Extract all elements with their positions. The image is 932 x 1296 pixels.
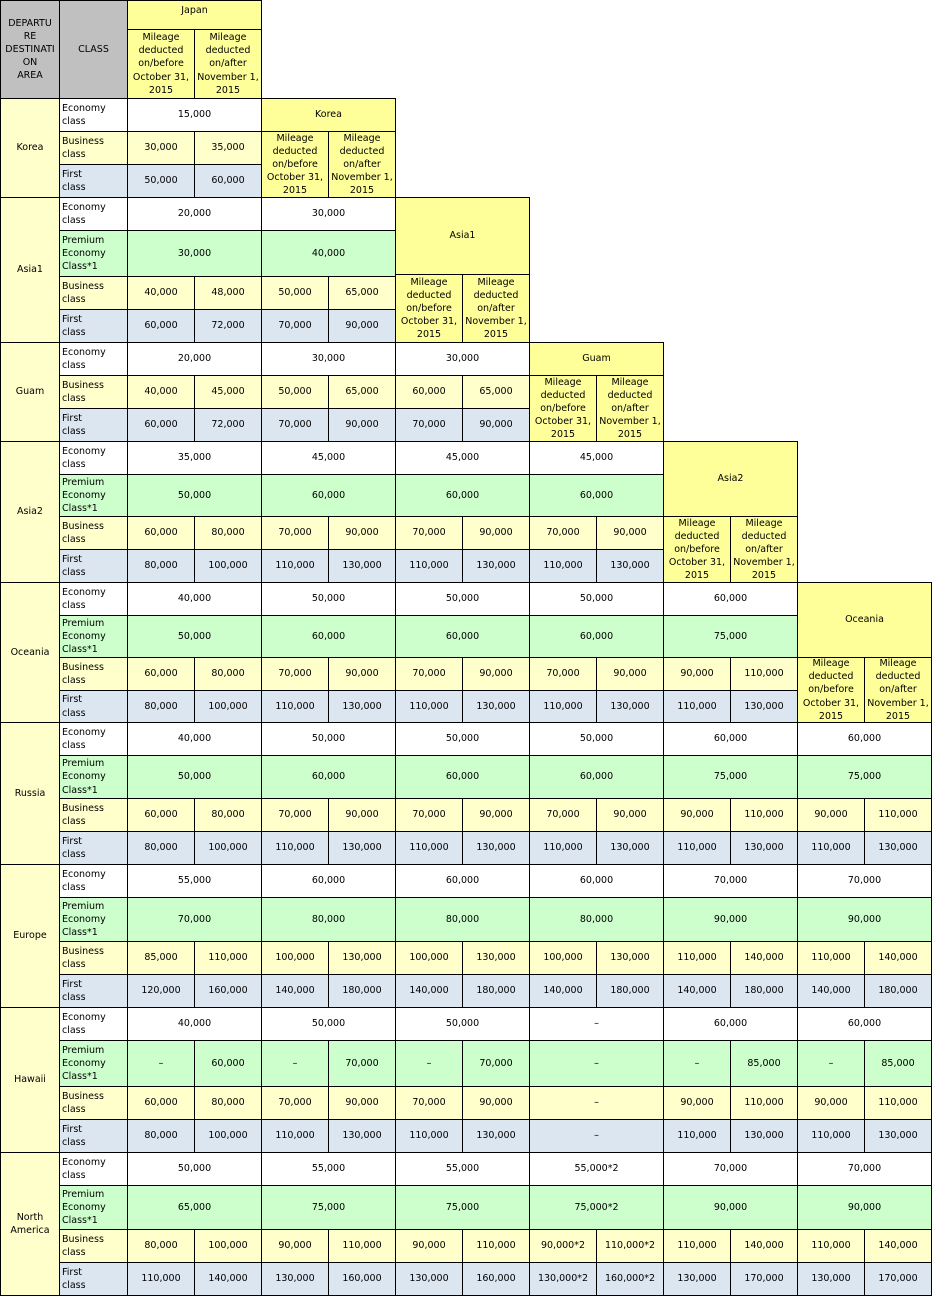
- mileage-value: 40,000: [127, 1007, 262, 1041]
- mileage-value: 55,000*2: [529, 1152, 664, 1186]
- mileage-value-before: –: [261, 1040, 329, 1087]
- mileage-value-before: 110,000: [663, 1229, 731, 1263]
- mileage-value-after: 140,000: [194, 1262, 262, 1296]
- mileage-value: 50,000: [529, 582, 664, 616]
- mileage-value-before: 60,000: [127, 516, 195, 550]
- mileage-value-after: 35,000: [194, 131, 262, 165]
- mileage-value: 50,000: [261, 1007, 396, 1041]
- mileage-before-header: Mileage deducted on/before October 31, 2015: [797, 657, 865, 723]
- mileage-value: 60,000: [395, 864, 530, 898]
- mileage-value-before: 130,000: [261, 1262, 329, 1296]
- mileage-value-before: 90,000: [395, 1229, 463, 1263]
- class-header: CLASS: [59, 0, 128, 99]
- mileage-value-before: 70,000: [529, 798, 597, 832]
- mileage-value: 40,000: [261, 230, 396, 277]
- mileage-value-after: 90,000: [462, 1086, 530, 1120]
- mileage-value-after: 90,000: [328, 516, 396, 550]
- mileage-value: 90,000: [797, 1185, 932, 1230]
- mileage-after-header: Mileage deducted on/after November 1, 2015: [328, 131, 396, 198]
- mileage-value: 75,000*2: [529, 1185, 664, 1230]
- column-title: Asia1: [395, 197, 530, 275]
- mileage-value-after: 65,000: [328, 276, 396, 310]
- mileage-value-before: 100,000: [261, 941, 329, 975]
- mileage-value-before: 70,000: [261, 309, 329, 343]
- mileage-value: 60,000: [529, 615, 664, 658]
- class-label: Premium Economy Class*1: [59, 474, 128, 517]
- class-label: Business class: [59, 657, 128, 691]
- mileage-value-after: 90,000: [328, 1086, 396, 1120]
- class-label: First class: [59, 974, 128, 1008]
- mileage-value-before: 30,000: [127, 131, 195, 165]
- mileage-value: 60,000: [529, 474, 664, 517]
- class-label: First class: [59, 690, 128, 723]
- mileage-value-after: 100,000: [194, 1229, 262, 1263]
- mileage-value-before: –: [395, 1040, 463, 1087]
- mileage-value: 80,000: [529, 897, 664, 942]
- mileage-value-after: 110,000: [730, 1086, 798, 1120]
- class-label: First class: [59, 164, 128, 198]
- class-label: Business class: [59, 516, 128, 550]
- mileage-value-after: 80,000: [194, 798, 262, 832]
- mileage-value-before: 80,000: [127, 549, 195, 583]
- mileage-value: 80,000: [261, 897, 396, 942]
- mileage-value-before: 70,000: [395, 657, 463, 691]
- mileage-value: 90,000: [663, 897, 798, 942]
- mileage-value-after: 180,000: [462, 974, 530, 1008]
- mileage-value: 50,000: [395, 1007, 530, 1041]
- area-label: Hawaii: [0, 1007, 60, 1153]
- mileage-value: 70,000: [663, 1152, 798, 1186]
- mileage-value: –: [529, 1119, 664, 1153]
- mileage-value-before: 140,000: [395, 974, 463, 1008]
- mileage-value: 50,000: [127, 755, 262, 799]
- mileage-value-after: 130,000: [730, 1119, 798, 1153]
- mileage-value: 60,000: [261, 755, 396, 799]
- class-label: First class: [59, 408, 128, 442]
- mileage-value-before: 40,000: [127, 375, 195, 409]
- mileage-after-header: Mileage deducted on/after November 1, 2015: [596, 375, 664, 442]
- mileage-value: 45,000: [261, 441, 396, 475]
- mileage-value-after: 130,000: [864, 831, 932, 865]
- mileage-value-after: 90,000: [328, 408, 396, 442]
- mileage-value-after: 160,000: [462, 1262, 530, 1296]
- mileage-value: 50,000: [261, 722, 396, 756]
- mileage-value-after: 180,000: [328, 974, 396, 1008]
- mileage-value-after: 80,000: [194, 516, 262, 550]
- area-label: Asia2: [0, 441, 60, 583]
- mileage-value-after: 70,000: [328, 1040, 396, 1087]
- class-label: Economy class: [59, 441, 128, 475]
- column-title: Korea: [261, 98, 396, 132]
- area-header: DEPARTU RE DESTINATI ON AREA: [0, 0, 60, 99]
- mileage-after-header: Mileage deducted on/after November 1, 2015: [864, 657, 932, 723]
- mileage-value: 60,000: [663, 582, 798, 616]
- mileage-value: 60,000: [395, 615, 530, 658]
- mileage-before-header: Mileage deducted on/before October 31, 2015: [663, 516, 731, 583]
- mileage-value-after: 90,000: [328, 309, 396, 343]
- mileage-value: 80,000: [395, 897, 530, 942]
- mileage-value: 55,000: [261, 1152, 396, 1186]
- mileage-value-before: 110,000: [663, 831, 731, 865]
- mileage-value-after: 130,000: [462, 690, 530, 723]
- class-label: Economy class: [59, 197, 128, 231]
- area-label: Korea: [0, 98, 60, 198]
- mileage-value-after: 130,000: [328, 690, 396, 723]
- mileage-value: 50,000: [127, 474, 262, 517]
- mileage-value: 15,000: [127, 98, 262, 132]
- mileage-value-after: 100,000: [194, 1119, 262, 1153]
- mileage-value-before: 110,000: [395, 831, 463, 865]
- mileage-value: 75,000: [395, 1185, 530, 1230]
- mileage-value-before: 60,000: [127, 408, 195, 442]
- mileage-value-before: 50,000: [127, 164, 195, 198]
- mileage-before-header: Mileage deducted on/before October 31, 2015: [395, 274, 463, 343]
- class-label: First class: [59, 1119, 128, 1153]
- mileage-value-after: 90,000: [596, 657, 664, 691]
- mileage-value-before: 140,000: [797, 974, 865, 1008]
- mileage-value-after: 130,000: [596, 831, 664, 865]
- mileage-value-after: 110,000*2: [596, 1229, 664, 1263]
- mileage-value-after: 70,000: [462, 1040, 530, 1087]
- class-label: Premium Economy Class*1: [59, 755, 128, 799]
- mileage-value-before: 130,000: [797, 1262, 865, 1296]
- mileage-value: 45,000: [395, 441, 530, 475]
- mileage-value-after: 110,000: [864, 798, 932, 832]
- mileage-value-before: 120,000: [127, 974, 195, 1008]
- mileage-value-before: 80,000: [127, 1119, 195, 1153]
- mileage-value-after: 90,000: [462, 657, 530, 691]
- mileage-value: 90,000: [663, 1185, 798, 1230]
- mileage-value-before: 60,000: [127, 657, 195, 691]
- column-title: Asia2: [663, 441, 798, 517]
- mileage-value: 50,000: [395, 582, 530, 616]
- mileage-value-before: 110,000: [261, 1119, 329, 1153]
- mileage-value-after: 85,000: [864, 1040, 932, 1087]
- area-label: Europe: [0, 864, 60, 1008]
- mileage-value-before: 70,000: [395, 798, 463, 832]
- mileage-value: 70,000: [797, 1152, 932, 1186]
- mileage-value: 30,000: [261, 342, 396, 376]
- mileage-value-after: 110,000: [864, 1086, 932, 1120]
- mileage-value: –: [529, 1086, 664, 1120]
- column-title: Oceania: [797, 582, 932, 658]
- mileage-value-after: 90,000: [328, 657, 396, 691]
- mileage-value-after: 85,000: [730, 1040, 798, 1087]
- mileage-value: 30,000: [395, 342, 530, 376]
- class-label: Premium Economy Class*1: [59, 897, 128, 942]
- mileage-value-before: 110,000: [797, 831, 865, 865]
- mileage-value: 50,000: [127, 615, 262, 658]
- class-label: Economy class: [59, 1007, 128, 1041]
- mileage-value-after: 130,000: [328, 831, 396, 865]
- mileage-value: 60,000: [395, 755, 530, 799]
- mileage-value-before: 90,000: [797, 798, 865, 832]
- mileage-value-before: 110,000: [663, 941, 731, 975]
- class-label: Premium Economy Class*1: [59, 1040, 128, 1087]
- mileage-value: –: [529, 1040, 664, 1087]
- mileage-value: 20,000: [127, 197, 262, 231]
- mileage-value-before: –: [663, 1040, 731, 1087]
- mileage-value-before: 70,000: [261, 798, 329, 832]
- mileage-value-after: 180,000: [864, 974, 932, 1008]
- mileage-value-before: 110,000: [127, 1262, 195, 1296]
- mileage-value-before: 50,000: [261, 276, 329, 310]
- mileage-value: 40,000: [127, 722, 262, 756]
- mileage-value: 75,000: [261, 1185, 396, 1230]
- mileage-value-after: 110,000: [462, 1229, 530, 1263]
- mileage-after-header: Mileage deducted on/after November 1, 2015: [730, 516, 798, 583]
- mileage-value-after: 170,000: [864, 1262, 932, 1296]
- mileage-value-before: 140,000: [261, 974, 329, 1008]
- mileage-value: 30,000: [127, 230, 262, 277]
- mileage-value: 60,000: [261, 615, 396, 658]
- mileage-value-before: 70,000: [261, 408, 329, 442]
- area-label: Guam: [0, 342, 60, 442]
- class-label: First class: [59, 309, 128, 343]
- mileage-value: 60,000: [529, 755, 664, 799]
- mileage-value-before: 50,000: [261, 375, 329, 409]
- class-label: Premium Economy Class*1: [59, 615, 128, 658]
- mileage-value-before: 90,000*2: [529, 1229, 597, 1263]
- mileage-value: 60,000: [663, 722, 798, 756]
- mileage-value-before: 110,000: [797, 1229, 865, 1263]
- mileage-value-after: 110,000: [730, 798, 798, 832]
- mileage-value-after: 140,000: [864, 941, 932, 975]
- mileage-after-header: Mileage deducted on/after November 1, 2015: [194, 29, 262, 99]
- mileage-value: 75,000: [663, 615, 798, 658]
- mileage-value-before: 110,000: [261, 690, 329, 723]
- class-label: First class: [59, 1262, 128, 1296]
- mileage-value-before: 90,000: [663, 657, 731, 691]
- mileage-value: 60,000: [395, 474, 530, 517]
- mileage-value-after: 110,000: [730, 657, 798, 691]
- mileage-value-after: 100,000: [194, 690, 262, 723]
- mileage-value: 60,000: [261, 864, 396, 898]
- class-label: Economy class: [59, 98, 128, 132]
- mileage-value-after: 160,000: [328, 1262, 396, 1296]
- mileage-value-before: 100,000: [395, 941, 463, 975]
- mileage-value-before: 90,000: [797, 1086, 865, 1120]
- mileage-value-before: 130,000*2: [529, 1262, 597, 1296]
- mileage-value-after: 180,000: [596, 974, 664, 1008]
- mileage-value-before: –: [797, 1040, 865, 1087]
- mileage-value-after: 130,000: [462, 941, 530, 975]
- class-label: First class: [59, 831, 128, 865]
- mileage-value-after: 130,000: [730, 690, 798, 723]
- area-label: North America: [0, 1152, 60, 1296]
- mileage-value-after: 65,000: [462, 375, 530, 409]
- mileage-value: 70,000: [127, 897, 262, 942]
- mileage-value-after: 170,000: [730, 1262, 798, 1296]
- mileage-value-before: –: [127, 1040, 195, 1087]
- mileage-value-after: 90,000: [462, 408, 530, 442]
- class-label: Business class: [59, 276, 128, 310]
- mileage-value-before: 70,000: [261, 1086, 329, 1120]
- mileage-value-after: 160,000*2: [596, 1262, 664, 1296]
- mileage-value-after: 100,000: [194, 549, 262, 583]
- mileage-value: 30,000: [261, 197, 396, 231]
- mileage-value-after: 130,000: [596, 690, 664, 723]
- mileage-value-after: 80,000: [194, 1086, 262, 1120]
- mileage-value-after: 130,000: [328, 941, 396, 975]
- mileage-value-after: 90,000: [462, 798, 530, 832]
- mileage-value: –: [529, 1007, 664, 1041]
- mileage-value-before: 130,000: [663, 1262, 731, 1296]
- class-label: Economy class: [59, 1152, 128, 1186]
- mileage-value-before: 110,000: [529, 549, 597, 583]
- mileage-value: 70,000: [797, 864, 932, 898]
- mileage-value: 50,000: [395, 722, 530, 756]
- mileage-value-after: 72,000: [194, 309, 262, 343]
- mileage-value-after: 48,000: [194, 276, 262, 310]
- mileage-value-before: 110,000: [529, 831, 597, 865]
- mileage-value: 50,000: [529, 722, 664, 756]
- mileage-value-before: 100,000: [529, 941, 597, 975]
- mileage-value-before: 90,000: [261, 1229, 329, 1263]
- mileage-value: 65,000: [127, 1185, 262, 1230]
- mileage-value: 90,000: [797, 897, 932, 942]
- mileage-value-after: 130,000: [462, 831, 530, 865]
- mileage-value-before: 90,000: [663, 798, 731, 832]
- mileage-value-after: 90,000: [596, 798, 664, 832]
- mileage-before-header: Mileage deducted on/before October 31, 2015: [127, 29, 195, 99]
- mileage-value-before: 70,000: [395, 408, 463, 442]
- mileage-value-before: 90,000: [663, 1086, 731, 1120]
- area-label: Russia: [0, 722, 60, 865]
- mileage-value-before: 110,000: [261, 831, 329, 865]
- mileage-value: 60,000: [261, 474, 396, 517]
- mileage-value: 45,000: [529, 441, 664, 475]
- column-title: Japan: [127, 0, 262, 30]
- mileage-value-before: 80,000: [127, 831, 195, 865]
- mileage-value-before: 40,000: [127, 276, 195, 310]
- mileage-value-before: 80,000: [127, 690, 195, 723]
- class-label: Business class: [59, 1086, 128, 1120]
- mileage-value-after: 130,000: [596, 941, 664, 975]
- mileage-value-before: 110,000: [797, 1119, 865, 1153]
- mileage-value: 20,000: [127, 342, 262, 376]
- mileage-after-header: Mileage deducted on/after November 1, 2015: [462, 274, 530, 343]
- class-label: Business class: [59, 375, 128, 409]
- mileage-value: 75,000: [797, 755, 932, 799]
- mileage-value: 50,000: [261, 582, 396, 616]
- mileage-value-before: 60,000: [395, 375, 463, 409]
- mileage-value: 70,000: [663, 864, 798, 898]
- mileage-value-after: 140,000: [730, 1229, 798, 1263]
- mileage-value: 60,000: [797, 722, 932, 756]
- mileage-value-before: 140,000: [663, 974, 731, 1008]
- class-label: Economy class: [59, 582, 128, 616]
- mileage-value-after: 90,000: [328, 798, 396, 832]
- mileage-value-before: 60,000: [127, 1086, 195, 1120]
- mileage-value-before: 70,000: [529, 657, 597, 691]
- mileage-value-before: 110,000: [261, 549, 329, 583]
- class-label: Business class: [59, 941, 128, 975]
- mileage-value-before: 110,000: [395, 690, 463, 723]
- mileage-value-before: 60,000: [127, 309, 195, 343]
- mileage-value-after: 140,000: [730, 941, 798, 975]
- mileage-before-header: Mileage deducted on/before October 31, 2015: [529, 375, 597, 442]
- mileage-value-before: 70,000: [395, 1086, 463, 1120]
- class-label: Economy class: [59, 342, 128, 376]
- mileage-value-after: 110,000: [328, 1229, 396, 1263]
- mileage-value-before: 130,000: [395, 1262, 463, 1296]
- mileage-value: 60,000: [663, 1007, 798, 1041]
- mileage-value: 55,000: [395, 1152, 530, 1186]
- mileage-value-before: 110,000: [663, 690, 731, 723]
- mileage-value-after: 130,000: [462, 549, 530, 583]
- class-label: Premium Economy Class*1: [59, 230, 128, 277]
- mileage-value-after: 45,000: [194, 375, 262, 409]
- mileage-value-before: 80,000: [127, 1229, 195, 1263]
- mileage-value-after: 60,000: [194, 1040, 262, 1087]
- mileage-value: 75,000: [663, 755, 798, 799]
- mileage-value-before: 140,000: [529, 974, 597, 1008]
- class-label: First class: [59, 549, 128, 583]
- mileage-value: 60,000: [529, 864, 664, 898]
- class-label: Premium Economy Class*1: [59, 1185, 128, 1230]
- mileage-value-after: 130,000: [730, 831, 798, 865]
- mileage-value: 40,000: [127, 582, 262, 616]
- mileage-value-after: 130,000: [462, 1119, 530, 1153]
- mileage-value-after: 130,000: [864, 1119, 932, 1153]
- mileage-value-after: 65,000: [328, 375, 396, 409]
- area-label: Asia1: [0, 197, 60, 343]
- mileage-value-after: 130,000: [596, 549, 664, 583]
- mileage-value: 50,000: [127, 1152, 262, 1186]
- mileage-value-before: 110,000: [663, 1119, 731, 1153]
- mileage-value-after: 90,000: [462, 516, 530, 550]
- mileage-value-after: 140,000: [864, 1229, 932, 1263]
- class-label: Business class: [59, 798, 128, 832]
- mileage-value-after: 100,000: [194, 831, 262, 865]
- mileage-value-before: 110,000: [395, 549, 463, 583]
- class-label: Business class: [59, 1229, 128, 1263]
- mileage-value-before: 110,000: [797, 941, 865, 975]
- mileage-value-before: 60,000: [127, 798, 195, 832]
- mileage-value-after: 60,000: [194, 164, 262, 198]
- mileage-value-after: 72,000: [194, 408, 262, 442]
- mileage-value-after: 80,000: [194, 657, 262, 691]
- mileage-value: 55,000: [127, 864, 262, 898]
- mileage-value-after: 90,000: [596, 516, 664, 550]
- mileage-value: 60,000: [797, 1007, 932, 1041]
- mileage-value-after: 180,000: [730, 974, 798, 1008]
- mileage-before-header: Mileage deducted on/before October 31, 2015: [261, 131, 329, 198]
- mileage-value-after: 160,000: [194, 974, 262, 1008]
- mileage-value-before: 70,000: [261, 516, 329, 550]
- mileage-value-after: 110,000: [194, 941, 262, 975]
- mileage-value-before: 70,000: [529, 516, 597, 550]
- mileage-value-after: 130,000: [328, 549, 396, 583]
- class-label: Economy class: [59, 722, 128, 756]
- mileage-value-before: 70,000: [261, 657, 329, 691]
- mileage-value-before: 110,000: [395, 1119, 463, 1153]
- mileage-value: 35,000: [127, 441, 262, 475]
- mileage-value-before: 70,000: [395, 516, 463, 550]
- mileage-value-after: 130,000: [328, 1119, 396, 1153]
- class-label: Business class: [59, 131, 128, 165]
- mileage-value-before: 110,000: [529, 690, 597, 723]
- column-title: Guam: [529, 342, 664, 376]
- class-label: Economy class: [59, 864, 128, 898]
- mileage-value-before: 85,000: [127, 941, 195, 975]
- area-label: Oceania: [0, 582, 60, 723]
